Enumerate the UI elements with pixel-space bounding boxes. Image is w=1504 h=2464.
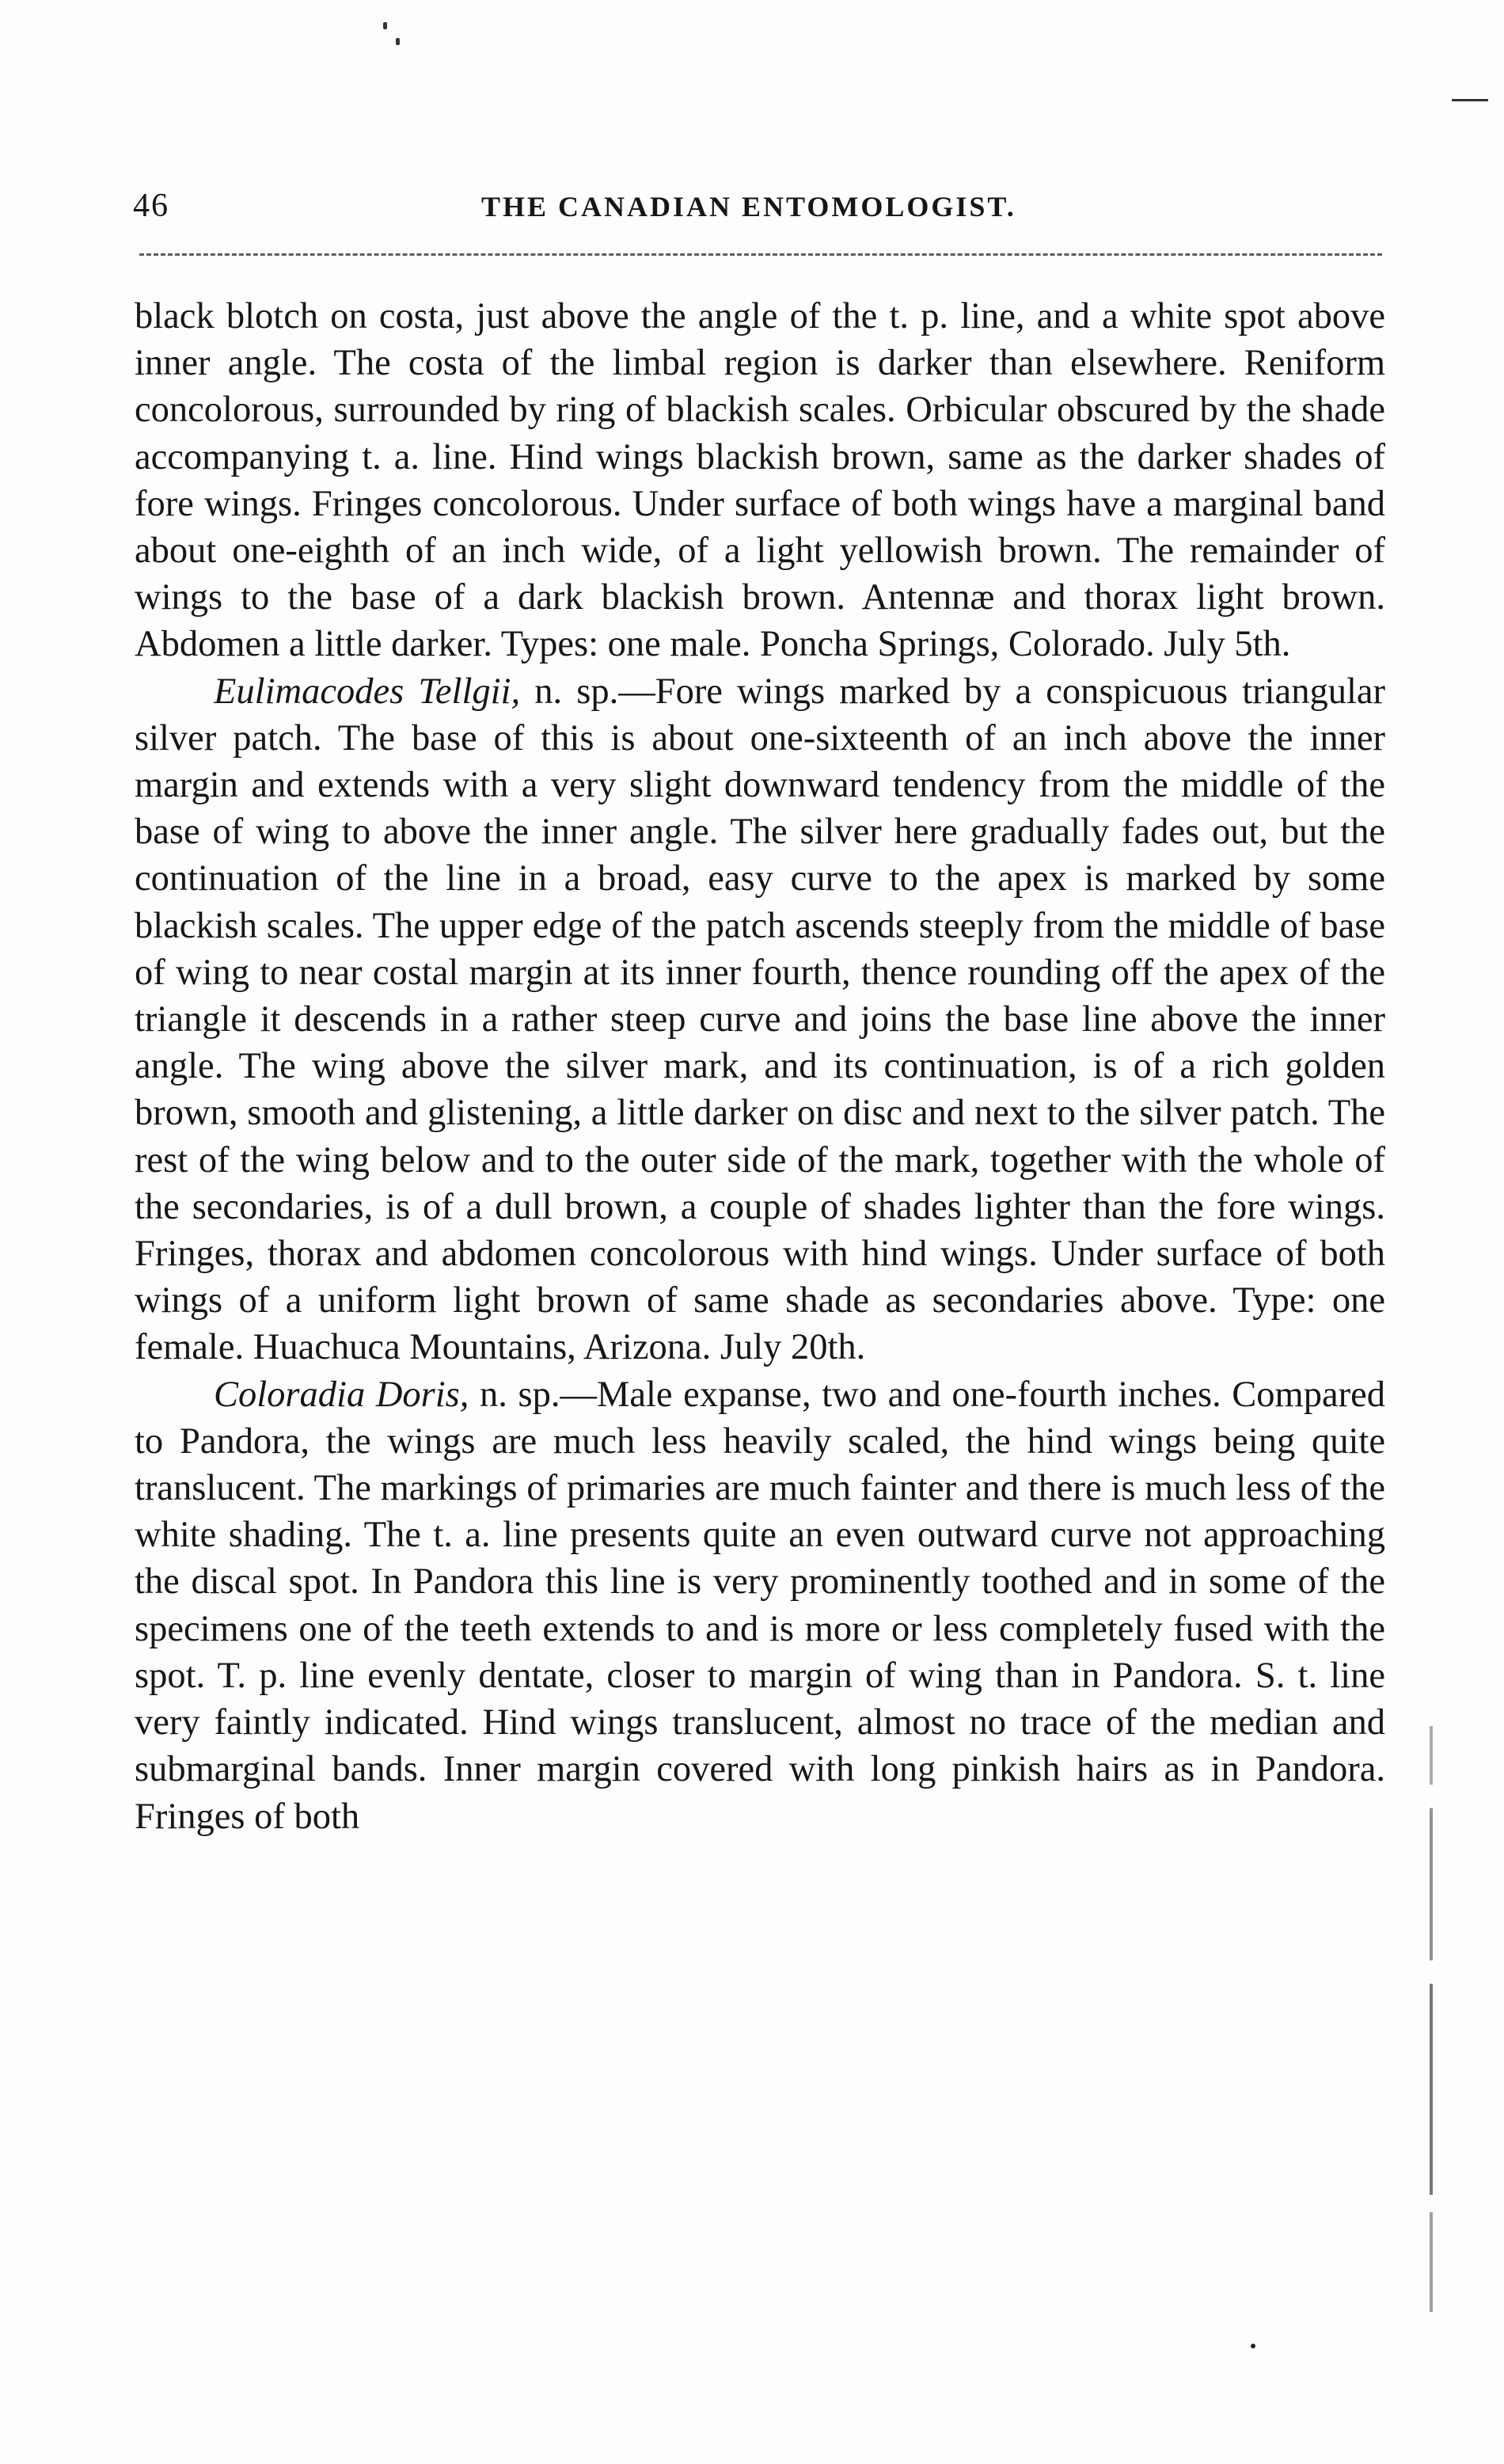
- header-rule: [139, 253, 1382, 256]
- species-paragraph-eulimacodes: [135, 668, 1385, 1371]
- page-header: [133, 187, 1400, 234]
- running-title: THE CANADIAN ENTOMOLOGIST.: [481, 191, 1016, 222]
- paragraph-text: n. sp.—Male expanse, two and one-fourth inches. Compared to Pandora, the wings are much less heavily scaled, the hind wings being quite translucent. The markings of primaries are much fainter and there is much less of the white shading. The t. a. line presents quite an even outward curve not approaching the discal spot. In Pandora this line is very prominently toothed and in some of the specimens one of the teeth extends to and is more or less completely fused with the spot. T. p. line evenly dentate, closer to margin of wing than in Pandora. S. t. line very faintly indicated. Hind wings translucent, almost no trace of the median and submarginal bands. Inner margin covered with long pinkish hairs as in Pandora. Fringes of both: [135, 1374, 1385, 1837]
- paragraph-text: n. sp.—Fore wings marked by a conspicuous triangular silver patch. The base of this is about one-sixteenth of an inch above the inner margin and extends with a very slight downward tendency from the middle of the base of wing to above the inner angle. The silver here gradually fades out, but the continuation of the line in a broad, easy curve to the apex is marked by some blackish scales. The upper edge of the patch ascends steeply from the middle of base of wing to near costal margin at its inner fourth, thence rounding off the apex of the triangle it descends in a rather steep curve and joins the base line above the inner angle. The wing above the silver mark, and its continuation, is of a rich golden brown, smooth and glistening, a little darker on disc and next to the silver patch. The rest of the wing below and to the outer side of the mark, together with the whole of the secondaries, is of a dull brown, a couple of shades lighter than the fore wings. Fringes, thorax and abdomen concolorous with hind wings. Under surface of both wings of a uniform light brown of same shade as secondaries above. Type: one female. Huachuca Mountains, Arizona. July 20th.: [135, 671, 1385, 1368]
- scan-footer-dot: [1251, 2344, 1255, 2348]
- species-name: Coloradia Doris,: [214, 1374, 469, 1415]
- scan-speck: [383, 22, 387, 29]
- page-number: 46: [133, 188, 169, 224]
- scan-margin-bar: [1430, 1726, 1433, 2312]
- scan-speck: [396, 38, 400, 45]
- species-name: Eulimacodes Tellgii,: [214, 671, 521, 712]
- paragraph-text: black blotch on costa, just above the angle of the t. p. line, and a white spot above inner angle. The costa of the limbal region is darker than elsewhere. Reniform concolorous, surrounded by ring of blackish scales. Orbicular obscured by the shade accompanying t. a. line. Hind wings blackish brown, same as the darker shades of fore wings. Fringes concolorous. Under surface of both wings have a marginal band about one-eighth of an inch wide, of a light yellowish brown. The remainder of wings to the base of a dark blackish brown. Antennæ and thorax light brown. Abdomen a little darker. Types: one male. Poncha Springs, Colorado. July 5th.: [135, 296, 1385, 665]
- species-paragraph-coloradia: [135, 1371, 1385, 1840]
- article-body: [135, 293, 1385, 1840]
- paragraph-continuation: [135, 293, 1385, 668]
- scan-edge-mark: [1452, 99, 1488, 101]
